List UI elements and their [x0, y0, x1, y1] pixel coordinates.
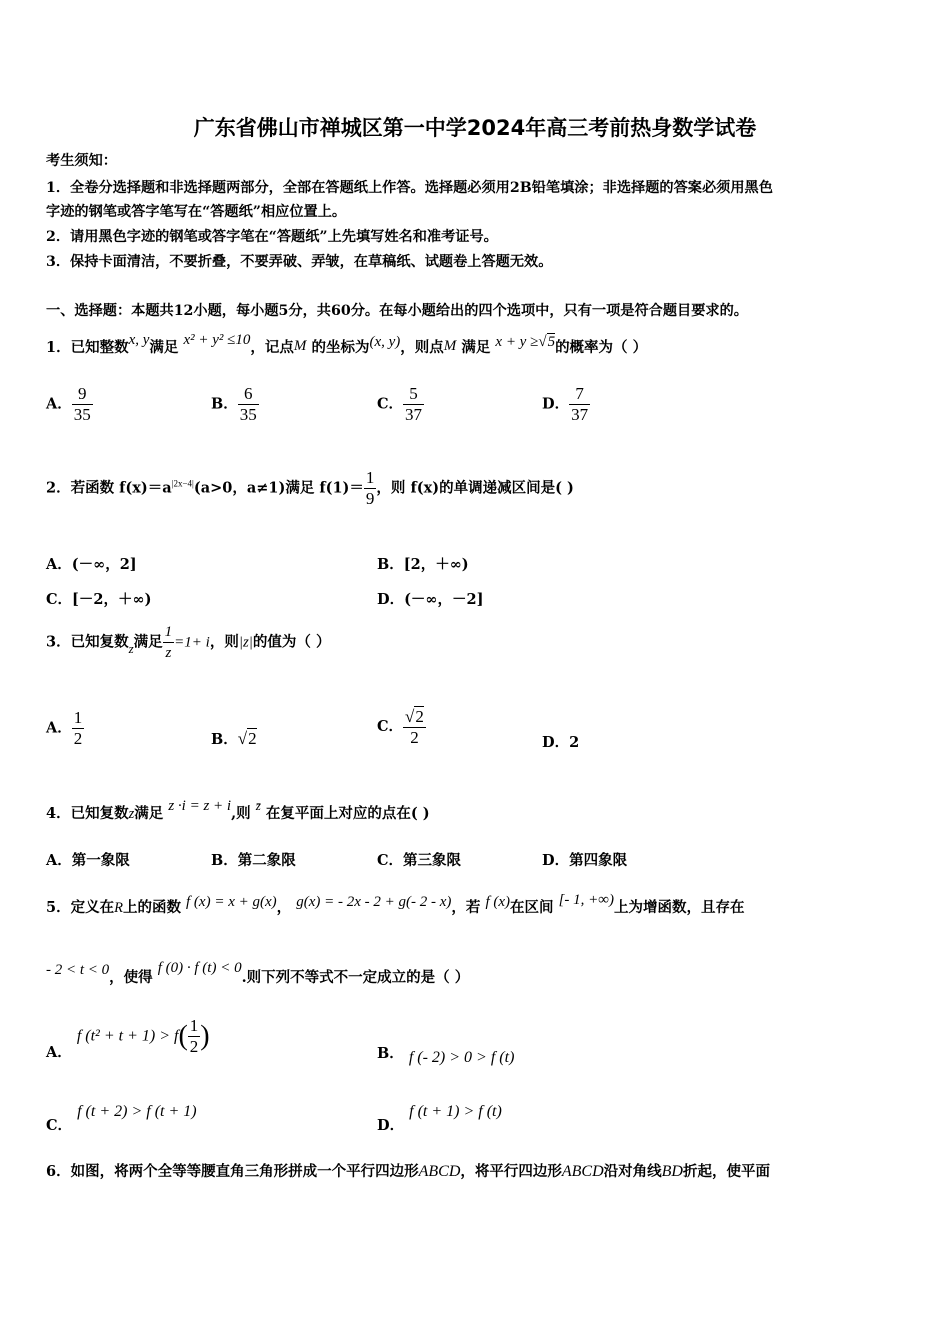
q6-math-bd: BD [661, 1163, 683, 1180]
question-2 [46, 468, 574, 509]
q6-text: 折起，使平面 [682, 1163, 770, 1180]
q5-option-b[interactable] [377, 1042, 515, 1066]
q4-option-d[interactable]: D．第四象限 [542, 852, 628, 869]
q2-option-d[interactable]: D．(－∞，－2] [377, 591, 484, 608]
option-label: A． [46, 1043, 72, 1061]
q1-math-sqrt: 5 [547, 334, 556, 350]
q2-text: ，则 f(x)的单调递减区间是( ) [376, 479, 574, 497]
q4-text: 满足 [134, 805, 164, 822]
fraction [364, 468, 377, 509]
q1-option-d[interactable] [542, 384, 590, 425]
q3-math-abs: |z| [238, 634, 253, 651]
question-6 [46, 1160, 770, 1181]
question-5-line-2 [46, 960, 470, 987]
q5-option-d-math: f (t + 1) > f (t) [409, 1103, 502, 1120]
q4-text: 在复平面上对应的点在( ) [265, 805, 430, 822]
numerator: 1 [164, 624, 173, 640]
q1-text: ，则点 [400, 339, 444, 356]
section-heading: 一、选择题：本题共12小题，每小题5分，共60分。在每小题给出的四个选项中，只有一项是符合题目要求的。 [46, 303, 748, 319]
q4-text: 4．已知复数 [46, 805, 129, 822]
q5-math-product: f (0) · f (t) < 0 [157, 960, 242, 976]
q3-text: 3．已知复数 [46, 633, 129, 651]
numerator: 1 [73, 708, 83, 727]
fraction [72, 384, 93, 425]
q5-option-a-math: f (t² + t + 1) > f [76, 1027, 179, 1045]
q1-math-cond: x + y ≥ [495, 334, 539, 350]
q3-option-d[interactable]: D．2 [542, 734, 580, 751]
q5-text: .则下列不等式不一定成立的是（ ） [241, 969, 470, 986]
q5-option-d[interactable] [377, 1100, 502, 1134]
q3-option-c[interactable] [377, 706, 426, 748]
fraction [188, 1016, 201, 1057]
q5-option-c[interactable] [46, 1100, 197, 1134]
numerator: 1 [365, 468, 375, 487]
q3-text: 满足 [133, 633, 163, 651]
q4-text: ,则 [231, 805, 251, 822]
denominator: 37 [571, 405, 589, 424]
denominator: 2 [189, 1037, 199, 1056]
q6-text: 沿对角线 [603, 1163, 662, 1180]
q5-math-R: R [114, 900, 123, 916]
denominator: 35 [73, 405, 91, 424]
option-label: B． [211, 731, 238, 748]
page-title: 广东省佛山市禅城区第一中学2024年高三考前热身数学试卷 [193, 116, 757, 140]
q1-math-ineq: x² + y² ≤10 [183, 332, 251, 348]
q3-math-eq: =1+ i [174, 634, 210, 651]
q5-option-a[interactable]: A． f (t² + t + 1) > f( $\frac{1}{2}$ ) [46, 1016, 210, 1061]
q1-math-M: M [293, 338, 307, 354]
numerator: 2 [415, 707, 424, 726]
q5-text: ，若 [451, 899, 481, 916]
q5-math-f: f (x) = x + g(x) [186, 894, 277, 910]
denominator: 9 [365, 489, 375, 508]
q1-text: 满足 [461, 339, 491, 356]
q6-math-abcd: ABCD [418, 1163, 461, 1180]
fraction [238, 384, 259, 425]
q2-text: (a>0，a≠1)满足 f(1)＝ [193, 479, 364, 497]
option-label: C． [377, 718, 404, 735]
q5-option-b-math: f (- 2) > 0 > f (t) [408, 1049, 515, 1066]
q5-text: 上为增函数，且存在 [614, 899, 745, 916]
q5-math-t: - 2 < t < 0 [46, 962, 110, 978]
q6-text: ，将平行四边形 [460, 1163, 562, 1180]
q4-math-z: z [128, 806, 135, 822]
notes-item-3: 3．保持卡面清洁，不要折叠，不要弄破、弄皱，在草稿纸、试题卷上答题无效。 [46, 254, 553, 270]
sqrt-value: 2 [248, 729, 257, 748]
option-label: C． [377, 395, 404, 413]
option-label: A． [46, 719, 72, 737]
q5-math-fx: f (x) [485, 894, 511, 910]
option-label: B． [377, 1045, 404, 1062]
question-3 [46, 622, 330, 663]
fraction: $\frac{√2}{2}$ [405, 707, 424, 747]
q1-text: 的坐标为 [311, 339, 370, 356]
fraction [72, 708, 85, 749]
denominator: z [163, 642, 175, 663]
q1-text: 满足 [149, 339, 179, 356]
q5-text: 5．定义在 [46, 899, 115, 916]
q4-option-b[interactable]: B．第二象限 [211, 852, 296, 869]
q2-text: 2．若函数 f(x)＝a [46, 479, 172, 497]
q1-text: ，记点 [250, 339, 294, 356]
q2-option-a[interactable]: A．(－∞，2] [46, 556, 137, 573]
q1-math-coord: (x, y) [369, 334, 401, 350]
numerator: 9 [78, 384, 87, 403]
numerator: 6 [244, 384, 253, 403]
numerator: 7 [575, 384, 584, 403]
q1-option-c[interactable] [377, 384, 424, 425]
q1-option-a[interactable] [46, 384, 93, 425]
fraction [403, 384, 424, 425]
denominator: 2 [73, 729, 83, 748]
fraction [569, 384, 590, 425]
denominator: 2 [403, 727, 426, 748]
numerator: 5 [409, 384, 418, 403]
q2-option-b[interactable]: B．[2，＋∞) [377, 556, 469, 573]
question-4 [46, 798, 430, 823]
q5-option-c-math: f (t + 2) > f (t + 1) [77, 1103, 197, 1120]
q5-text: 上的函数 [122, 899, 181, 916]
q4-option-c[interactable]: C．第三象限 [377, 852, 462, 869]
option-label: D． [542, 395, 570, 413]
q5-math-g: g(x) = - 2x - 2 + g(- 2 - x) [296, 894, 452, 910]
denominator: 37 [405, 405, 423, 424]
q5-text: ， [276, 899, 292, 916]
q4-math-eq: z ·i = z + i [168, 798, 232, 814]
numerator: 1 [189, 1016, 199, 1035]
q1-option-b[interactable] [211, 384, 259, 425]
q5-text: 在区间 [510, 899, 554, 916]
option-label: A． [46, 395, 72, 413]
q1-text: 的概率为（ ） [555, 339, 648, 356]
denominator: 35 [239, 405, 257, 424]
q6-text: 6．如图，将两个全等等腰直角三角形拼成一个平行四边形 [46, 1163, 419, 1180]
q3-option-a[interactable] [46, 708, 84, 749]
question-5-line-1 [46, 892, 745, 917]
q3-math-z: z [128, 640, 134, 656]
q4-option-a[interactable]: A．第一象限 [46, 852, 130, 869]
q1-math-xy: x, y [128, 332, 150, 348]
notes-heading: 考生须知： [46, 153, 117, 169]
q4-math-zbar: z̄ [255, 798, 261, 813]
q3-option-b[interactable]: B．√2 [211, 729, 257, 748]
notes-item-2: 2．请用黑色字迹的钢笔或答字笔在“答题纸”上先填写姓名和准考证号。 [46, 229, 498, 245]
q3-text: 的值为（ ） [252, 633, 331, 651]
q2-option-c[interactable]: C．[－2，＋∞) [46, 591, 152, 608]
q5-text: ，使得 [109, 969, 153, 986]
option-label: B． [211, 395, 238, 413]
notes-item-1-line-1: 1．全卷分选择题和非选择题两部分，全部在答题纸上作答。选择题必须用2B铅笔填涂；非选择题的答案必须用黑色 [46, 180, 773, 196]
q6-math-abcd: ABCD [561, 1163, 604, 1180]
fraction [163, 622, 175, 663]
notes-item-1-line-2: 字迹的钢笔或答字笔写在“答题纸”相应位置上。 [46, 204, 347, 220]
option-label: D． [377, 1117, 405, 1134]
question-1: 1．已知整数x, y满足 x² + y² ≤10，记点M 的坐标为(x, y)，则点M 满足 x + y ≥√5的概率为（ ） [46, 332, 648, 356]
q3-text: ，则 [209, 633, 239, 651]
q5-math-interval: [- 1, +∞) [558, 892, 614, 908]
q2-exponent: |2x−4| [171, 478, 194, 489]
q1-text: 1．已知整数 [46, 339, 129, 356]
q1-math-M: M [443, 338, 457, 354]
option-label: C． [46, 1117, 73, 1134]
